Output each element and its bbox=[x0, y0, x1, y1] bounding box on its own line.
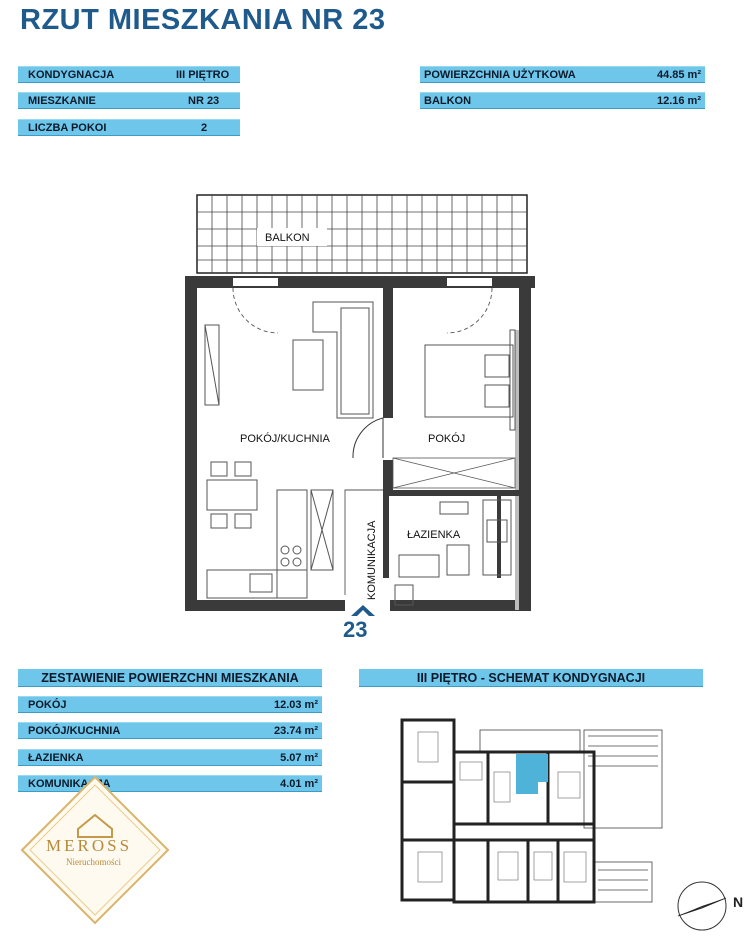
info-value: III PIĘTRO bbox=[176, 69, 230, 81]
area-value: 12.03 m² bbox=[273, 699, 318, 711]
info-label: MIESZKANIE bbox=[28, 95, 96, 107]
north-label: N bbox=[733, 894, 744, 910]
area-value: 4.01 m² bbox=[280, 778, 318, 790]
info-value: 44.85 m² bbox=[656, 69, 701, 81]
info-row-apartment bbox=[18, 92, 240, 109]
kitchen-counter bbox=[207, 490, 333, 598]
area-label: KOMUNIKACJA bbox=[28, 778, 111, 790]
area-row bbox=[18, 722, 322, 739]
corridor-label: KOMUNIKACJA bbox=[366, 520, 378, 600]
info-row-usable-area bbox=[420, 66, 705, 83]
logo-name: MEROSS bbox=[46, 836, 133, 855]
page-title: RZUT MIESZKANIA NR 23 bbox=[20, 4, 386, 36]
scheme-header: III PIĘTRO - SCHEMAT KONDYGNACJI bbox=[359, 669, 703, 687]
balcony-label: BALKON bbox=[265, 232, 310, 244]
dining-table bbox=[207, 462, 257, 528]
room-label: POKÓJ bbox=[428, 433, 466, 445]
wardrobe bbox=[393, 458, 515, 488]
area-value: 23.74 m² bbox=[273, 725, 318, 737]
area-label: POKÓJ/KUCHNIA bbox=[28, 725, 121, 737]
info-label: BALKON bbox=[424, 95, 472, 107]
areas-header: ZESTAWIENIE POWIERZCHNI MIESZKANIA bbox=[18, 669, 322, 687]
info-label: KONDYGNACJA bbox=[28, 69, 115, 81]
area-row bbox=[18, 749, 322, 766]
floor-scheme bbox=[398, 712, 668, 917]
logo-subtitle: Nieruchomości bbox=[66, 857, 121, 867]
apartment-highlight bbox=[516, 754, 538, 794]
bed bbox=[425, 330, 515, 430]
area-label: POKÓJ bbox=[28, 699, 67, 711]
info-label: POWIERZCHNIA UŻYTKOWA bbox=[424, 69, 576, 81]
area-value: 5.07 m² bbox=[280, 752, 318, 764]
info-label: LICZBA POKOI bbox=[28, 122, 107, 134]
info-value: 12.16 m² bbox=[656, 95, 701, 107]
compass-icon bbox=[672, 878, 732, 934]
tv-unit bbox=[205, 325, 219, 405]
bathroom-label: ŁAZIENKA bbox=[407, 529, 461, 541]
info-row-rooms bbox=[18, 119, 240, 136]
entrance-arrow-icon bbox=[349, 603, 377, 617]
area-row bbox=[18, 696, 322, 713]
living-room-label: POKÓJ/KUCHNIA bbox=[240, 433, 330, 445]
balcony-area bbox=[197, 195, 527, 273]
area-label: ŁAZIENKA bbox=[28, 752, 84, 764]
sofa bbox=[293, 302, 373, 418]
floor-plan bbox=[185, 190, 545, 615]
info-row-floor bbox=[18, 66, 240, 83]
unit-number: 23 bbox=[343, 617, 368, 642]
info-value: NR 23 bbox=[188, 95, 220, 107]
info-row-balcony bbox=[420, 92, 705, 109]
info-value: 2 bbox=[201, 122, 208, 134]
